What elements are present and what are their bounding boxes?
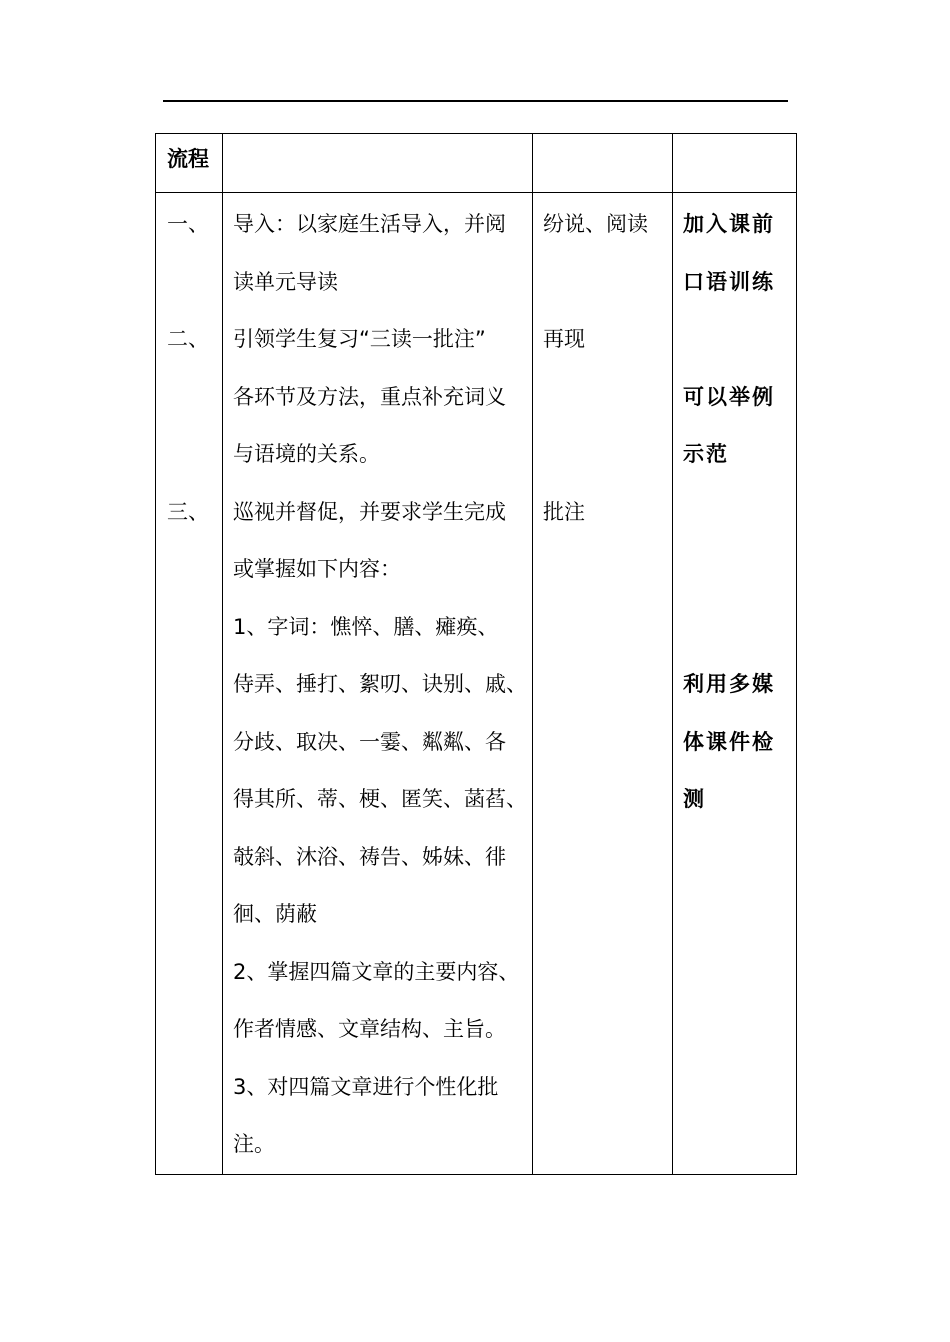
note-line <box>683 599 788 657</box>
header-cell-process <box>156 134 223 193</box>
content-line: 引领学生复习“三读一批注” <box>233 327 486 351</box>
table-body-row <box>156 193 797 1175</box>
content-line: 与语境的关系。 <box>233 442 380 466</box>
note-line: 口语训练 <box>683 269 775 294</box>
lesson-plan-table <box>155 133 797 1175</box>
header-cell-4 <box>673 134 797 193</box>
note-line <box>683 311 788 369</box>
note-line: 体课件检 <box>683 729 775 754</box>
note-line <box>683 541 788 599</box>
content-line: 作者情感、文章结构、主旨。 <box>233 1017 506 1041</box>
header-cell-3 <box>533 134 673 193</box>
note-line: 测 <box>683 787 706 811</box>
method-line: 再现 <box>543 327 585 351</box>
content-line: 各环节及方法，重点补充词义 <box>233 384 506 409</box>
content-line: 导入：以家庭生活导入，并阅 <box>233 212 506 236</box>
steps-cell <box>156 193 223 1175</box>
method-line: 批注 <box>543 499 585 524</box>
content-cell <box>223 193 533 1175</box>
content-line: 1、字词：憔悴、膳、瘫痪、 <box>233 614 499 639</box>
header-cell-2 <box>223 134 533 193</box>
method-line <box>543 254 664 312</box>
header-process-label: 流程 <box>167 147 209 171</box>
note-line: 利用多媒 <box>683 672 775 696</box>
content-line: 读单元导读 <box>233 269 338 294</box>
note-cell <box>673 193 797 1175</box>
step-label <box>166 426 214 484</box>
method-cell <box>533 193 673 1175</box>
step-label: 一、 <box>167 212 209 236</box>
content-line: 分歧、取决、一霎、粼粼、各 <box>233 729 506 754</box>
note-line: 加入课前 <box>683 212 775 236</box>
step-label <box>166 254 214 312</box>
step-label <box>166 369 214 427</box>
content-line: 巡视并督促，并要求学生完成 <box>233 499 506 524</box>
step-label: 二、 <box>167 327 209 351</box>
content-line: 侍弄、捶打、絮叨、诀别、戚、 <box>233 672 527 696</box>
note-line: 可以举例 <box>683 384 775 409</box>
step-label: 三、 <box>167 499 209 524</box>
method-line <box>543 426 664 484</box>
method-line: 纷说、阅读 <box>543 212 648 236</box>
header-rule <box>163 100 788 102</box>
method-line <box>543 369 664 427</box>
note-line: 示范 <box>683 442 729 466</box>
content-line: 攲斜、沐浴、祷告、姊妹、徘 <box>233 844 506 869</box>
content-line: 徊、荫蔽 <box>233 902 317 926</box>
content-line: 得其所、蒂、梗、匿笑、菡萏、 <box>233 787 527 811</box>
table-header-row <box>156 134 797 193</box>
content-line: 2、掌握四篇文章的主要内容、 <box>233 959 520 984</box>
content-line: 3、对四篇文章进行个性化批 <box>233 1074 499 1099</box>
content-line: 或掌握如下内容： <box>233 557 401 581</box>
content-line: 注。 <box>233 1132 275 1156</box>
note-line <box>683 484 788 542</box>
